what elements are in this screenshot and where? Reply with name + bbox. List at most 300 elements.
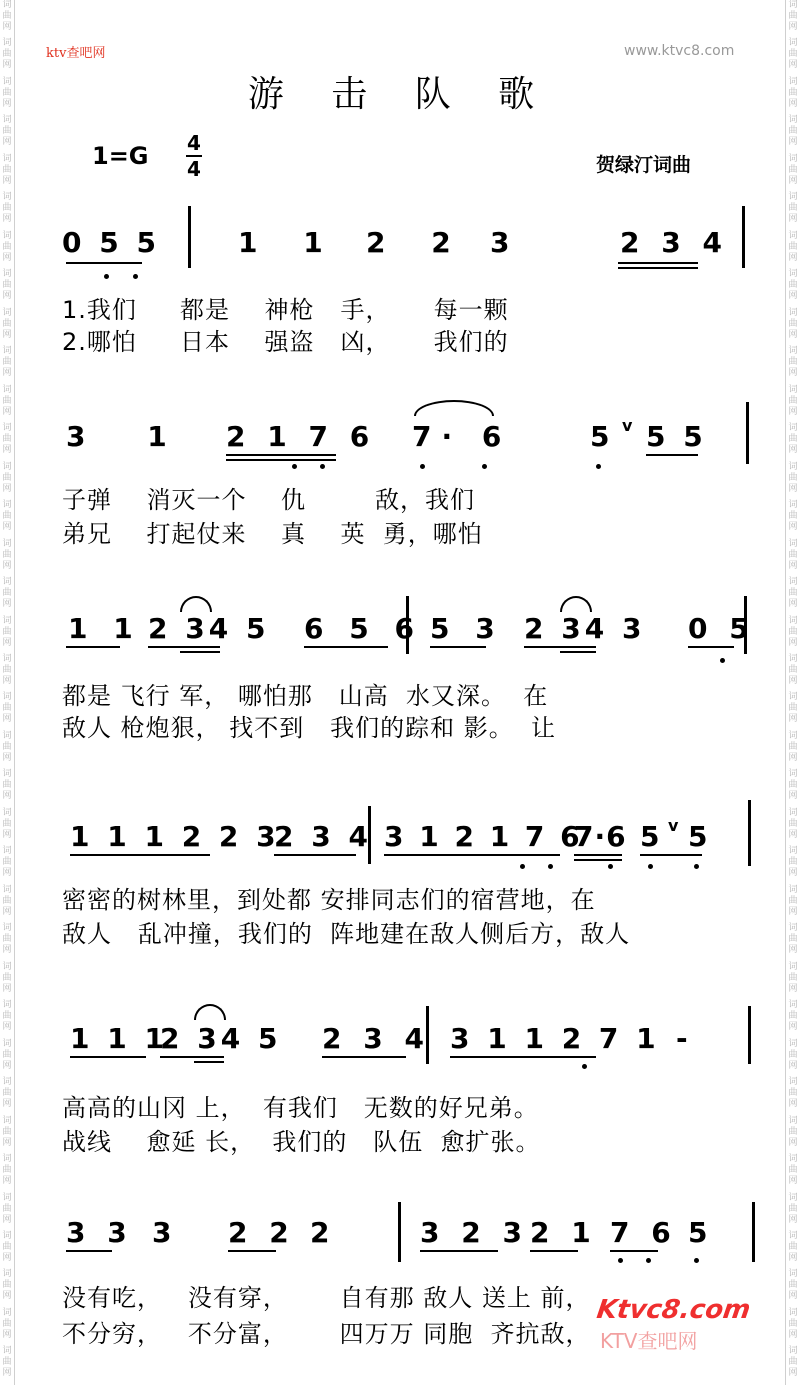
watermark-char: 词	[788, 1231, 798, 1241]
watermark-char: 网	[788, 945, 798, 956]
watermark-char: 网	[788, 1099, 798, 1110]
watermark-char: 曲	[2, 588, 12, 599]
watermark-char: 词	[2, 192, 12, 203]
watermark-char: 词	[2, 1269, 12, 1280]
watermark-char: 曲	[788, 857, 798, 868]
watermark-char: 网	[788, 1368, 798, 1379]
watermark-char: 曲	[2, 203, 12, 214]
bar-line	[746, 402, 749, 464]
watermark-char: 词	[788, 769, 798, 780]
watermark-char: 网	[788, 752, 798, 763]
watermark-char: 曲	[2, 1011, 12, 1022]
watermark-char: 网	[788, 560, 798, 571]
watermark-char: 网	[2, 829, 12, 840]
watermark-char: 词	[2, 1154, 12, 1165]
watermark-char: 曲	[2, 972, 12, 983]
underline	[228, 1250, 276, 1252]
notes-group: 5	[688, 820, 708, 853]
underline	[420, 1250, 498, 1252]
watermark-char: 词	[2, 1231, 12, 1241]
watermark-char: 曲	[2, 664, 12, 675]
watermark-char: 词	[788, 615, 798, 626]
watermark-char: 曲	[788, 1242, 798, 1252]
watermark-char: 曲	[788, 780, 798, 791]
lyrics-verse-1: 1.我们 都是 神枪 手， 每一颗	[62, 296, 509, 324]
watermark-char: 曲	[788, 1011, 798, 1022]
underline	[70, 1056, 146, 1058]
watermark-char: 词	[2, 769, 12, 780]
left-watermark-strip	[0, 0, 15, 1385]
watermark-char: 曲	[2, 511, 12, 522]
notes-group: 3 1	[66, 420, 193, 453]
watermark-char: 曲	[788, 164, 798, 175]
watermark-char: 词	[2, 115, 12, 126]
underline	[66, 646, 120, 648]
watermark-char: 网	[2, 1291, 12, 1302]
time-signature	[186, 132, 202, 180]
notes-group: 5 3	[430, 612, 503, 645]
octave-dot	[548, 864, 553, 869]
octave-dot	[104, 274, 109, 279]
watermark-char: 曲	[2, 395, 12, 406]
watermark-char: 曲	[2, 1165, 12, 1176]
notes-group: 6 5 6	[304, 612, 422, 645]
watermark-char: 词	[788, 577, 798, 588]
lyrics-verse-1: 密密的树林里，到处都 安排同志们的宿营地，在	[62, 886, 596, 914]
watermark-char: 词	[788, 846, 798, 857]
watermark-char: 网	[2, 406, 12, 417]
watermark-char: 曲	[788, 203, 798, 214]
watermark-char: 网	[788, 291, 798, 302]
watermark-char: 网	[2, 252, 12, 263]
watermark-char: 曲	[788, 1088, 798, 1099]
underline	[574, 854, 622, 856]
watermark-char: 网	[2, 368, 12, 379]
watermark-char: 网	[788, 60, 798, 71]
underline	[70, 854, 210, 856]
watermark-char: 曲	[2, 934, 12, 945]
watermark-char: 网	[788, 1291, 798, 1302]
watermark-char: 曲	[788, 626, 798, 637]
notes-group: 3	[152, 1216, 172, 1249]
notes-group: 3 1 2 1 7 6	[384, 820, 583, 853]
watermark-char: 词	[2, 384, 12, 395]
song-author: 贺绿汀词曲	[596, 154, 692, 176]
watermark-char: 曲	[2, 11, 12, 21]
underline	[226, 454, 336, 456]
octave-dot	[596, 464, 601, 469]
watermark-char: 词	[2, 1038, 12, 1049]
watermark-char: 曲	[788, 241, 798, 252]
octave-dot	[292, 464, 297, 469]
watermark-char: 网	[2, 560, 12, 571]
watermark-char: 网	[2, 214, 12, 225]
watermark-char: 词	[788, 0, 798, 10]
watermark-char: 曲	[788, 11, 798, 21]
underline	[646, 454, 698, 456]
watermark-char: 网	[2, 1099, 12, 1110]
watermark-char: 网	[788, 252, 798, 263]
lyrics-verse-2: 2.哪怕 日本 强盗 凶， 我们的	[62, 328, 509, 356]
watermark-char: 曲	[2, 357, 12, 368]
octave-dot	[648, 864, 653, 869]
notes-measure-pickup: 0 5 5	[62, 226, 160, 259]
notes-group: 3 3	[66, 1216, 133, 1249]
watermark-char: 词	[788, 923, 798, 934]
bar-line	[398, 1202, 401, 1262]
watermark-char: 词	[788, 423, 798, 434]
notes-group: 2 3 4	[620, 226, 728, 259]
watermark-char: 词	[788, 730, 798, 741]
watermark-char: 词	[788, 1000, 798, 1011]
watermark-char: 曲	[788, 357, 798, 368]
watermark-char: 曲	[2, 1242, 12, 1252]
watermark-char: 曲	[788, 703, 798, 714]
underline	[322, 1056, 406, 1058]
notes-group: 2 1	[530, 1216, 597, 1249]
watermark-char: 词	[788, 192, 798, 203]
watermark-char: 网	[2, 1329, 12, 1340]
notes-group: 2	[310, 1216, 330, 1249]
watermark-char: 曲	[788, 511, 798, 522]
breath-mark: v	[668, 816, 679, 835]
octave-dot	[420, 464, 425, 469]
watermark-char: 词	[2, 692, 12, 703]
watermark-char: 网	[2, 1137, 12, 1148]
watermark-char: 词	[788, 230, 798, 241]
octave-dot	[133, 274, 138, 279]
notes-group: 7· 6	[412, 420, 512, 453]
lyrics-verse-2: 战线 愈延 长， 我们的 队伍 愈扩张。	[62, 1128, 541, 1156]
watermark-char: 曲	[2, 318, 12, 329]
watermark-char: 曲	[2, 1049, 12, 1060]
bar-line	[752, 1202, 755, 1262]
watermark-char: 词	[2, 307, 12, 318]
watermark-char: 曲	[788, 1318, 798, 1329]
watermark-char: 词	[2, 153, 12, 164]
watermark-char: 词	[788, 1269, 798, 1280]
time-numerator: 4	[187, 131, 201, 155]
watermark-char: 曲	[788, 280, 798, 291]
watermark-char: 曲	[788, 664, 798, 675]
watermark-char: 曲	[2, 1088, 12, 1099]
key-signature: 1=G	[92, 142, 149, 170]
notes-group: 5	[590, 420, 610, 453]
lyrics-verse-2: 不分穷， 不分富， 四万万 同胞 齐抗敌，	[62, 1320, 591, 1348]
watermark-char: 曲	[2, 703, 12, 714]
notes-group: 2 3 4	[322, 1022, 430, 1055]
watermark-char: 词	[2, 1000, 12, 1011]
lyrics-verse-2: 敌人 乱冲撞，我们的 阵地建在敌人侧后方，敌人	[62, 920, 631, 948]
watermark-char: 词	[788, 1038, 798, 1049]
watermark-char: 网	[2, 1176, 12, 1187]
watermark-char: 网	[2, 906, 12, 917]
underline	[530, 1250, 578, 1252]
underline	[148, 646, 220, 648]
watermark-char: 网	[788, 406, 798, 417]
watermark-char: 曲	[2, 818, 12, 829]
watermark-char: 网	[2, 983, 12, 994]
octave-dot	[694, 1258, 699, 1263]
watermark-char: 曲	[788, 87, 798, 98]
notes-group: 2 3 4	[274, 820, 372, 853]
octave-dot	[582, 1064, 587, 1069]
watermark-char: 曲	[788, 1357, 798, 1368]
notes-group: 2 34 5	[160, 1022, 282, 1055]
watermark-char: 曲	[2, 780, 12, 791]
underline	[524, 646, 596, 648]
watermark-url: www.ktvc8.com	[624, 43, 735, 59]
watermark-char: 网	[2, 98, 12, 109]
watermark-char: 网	[788, 214, 798, 225]
watermark-char: 曲	[788, 395, 798, 406]
watermark-char: 词	[788, 538, 798, 549]
watermark-char: 词	[788, 807, 798, 818]
slur-tie	[180, 596, 212, 612]
watermark-char: 曲	[788, 934, 798, 945]
watermark-char: 网	[2, 1368, 12, 1379]
underline	[226, 459, 336, 461]
watermark-char: 网	[2, 329, 12, 340]
right-watermark-strip	[785, 0, 800, 1385]
notes-group: 5	[640, 820, 660, 853]
notes-group: 2 2	[228, 1216, 295, 1249]
watermark-char: 网	[788, 1176, 798, 1187]
lyrics-verse-1: 子弹 消灭一个 仇 敌，我们	[62, 486, 476, 514]
watermark-char: 网	[2, 637, 12, 648]
watermark-char: 网	[788, 1214, 798, 1225]
watermark-char: 网	[2, 60, 12, 71]
watermark-char: 曲	[788, 434, 798, 445]
underline	[560, 651, 596, 653]
slur-tie	[560, 596, 592, 612]
notes-group: 1 1 1 2 2 3	[70, 820, 280, 853]
watermark-char: 网	[2, 752, 12, 763]
watermark-stamp-sub: KTV查吧网	[600, 1329, 698, 1353]
watermark-char: 词	[788, 384, 798, 395]
underline	[610, 1250, 658, 1252]
notes-group: 3 1 1 2 7 1	[450, 1022, 660, 1055]
lyrics-verse-1: 都是 飞行 军， 哪怕那 山高 水又深。 在	[62, 682, 549, 710]
watermark-char: 曲	[2, 626, 12, 637]
watermark-char: 词	[788, 38, 798, 49]
watermark-char: 曲	[2, 280, 12, 291]
watermark-char: 曲	[2, 164, 12, 175]
watermark-char: 网	[788, 1022, 798, 1033]
lyrics-verse-1: 高高的山冈 上， 有我们 无数的好兄弟。	[62, 1094, 539, 1122]
watermark-char: 曲	[788, 1165, 798, 1176]
lyrics-verse-2: 弟兄 打起仗来 真 英 勇，哪怕	[62, 520, 483, 548]
underline	[304, 646, 388, 648]
song-title: 游 击 队 歌	[247, 74, 553, 115]
watermark-stamp: Ktvc8.com	[594, 1295, 753, 1325]
watermark-char: 词	[2, 76, 12, 87]
watermark-char: 曲	[788, 1280, 798, 1291]
watermark-char: 网	[788, 175, 798, 186]
watermark-char: 网	[788, 483, 798, 494]
watermark-char: 网	[788, 1253, 798, 1263]
watermark-char: 曲	[2, 49, 12, 60]
watermark-char: 词	[788, 269, 798, 280]
watermark-char: 网	[2, 714, 12, 725]
watermark-char: 网	[2, 675, 12, 686]
watermark-char: 词	[788, 76, 798, 87]
octave-dot	[618, 1258, 623, 1263]
watermark-char: 曲	[2, 741, 12, 752]
watermark-char: 网	[2, 483, 12, 494]
watermark-char: 曲	[2, 895, 12, 906]
watermark-char: 曲	[788, 972, 798, 983]
lyrics-verse-2: 敌人 枪炮狠， 找不到 我们的踪和 影。 让	[62, 714, 557, 742]
underline	[66, 262, 142, 264]
watermark-char: 网	[2, 137, 12, 148]
underline	[688, 646, 734, 648]
watermark-char: 词	[2, 0, 12, 10]
watermark-char: 词	[788, 961, 798, 972]
watermark-char: 网	[788, 791, 798, 802]
notes-group: 5 5	[646, 420, 707, 453]
watermark-char: 曲	[2, 1357, 12, 1368]
watermark-char: 网	[788, 445, 798, 456]
bar-line	[742, 206, 745, 268]
watermark-char: 曲	[788, 472, 798, 483]
watermark-char: 词	[788, 115, 798, 126]
notes-group: 2 34 5	[148, 612, 270, 645]
watermark-char: 曲	[2, 1280, 12, 1291]
watermark-char: 词	[788, 1192, 798, 1203]
watermark-char: 网	[2, 1214, 12, 1225]
octave-dot	[482, 464, 487, 469]
notes-group: 1 1 1	[70, 1022, 168, 1055]
underline	[430, 646, 486, 648]
watermark-char: 词	[788, 500, 798, 511]
notes-group: 1 1	[238, 226, 341, 259]
bar-line	[188, 206, 191, 268]
watermark-char: 曲	[788, 895, 798, 906]
watermark-char: 曲	[2, 549, 12, 560]
watermark-char: 网	[2, 1022, 12, 1033]
underline	[384, 854, 560, 856]
watermark-char: 网	[788, 868, 798, 879]
notes-group: 3 2 3	[420, 1216, 528, 1249]
watermark-char: 曲	[788, 126, 798, 137]
watermark-char: 词	[2, 1346, 12, 1357]
watermark-char: 网	[788, 1060, 798, 1071]
watermark-char: 词	[2, 961, 12, 972]
watermark-char: 词	[2, 1192, 12, 1203]
watermark-char: 网	[788, 1137, 798, 1148]
watermark-char: 网	[2, 791, 12, 802]
watermark-char: 网	[2, 1253, 12, 1263]
watermark-char: 词	[788, 1346, 798, 1357]
watermark-char: 曲	[788, 49, 798, 60]
underline	[274, 854, 356, 856]
watermark-char: 词	[2, 923, 12, 934]
notes-group: 5	[688, 1216, 708, 1249]
octave-dot	[646, 1258, 651, 1263]
watermark-char: 词	[2, 38, 12, 49]
watermark-char: 网	[788, 1329, 798, 1340]
underline	[618, 267, 698, 269]
watermark-char: 词	[788, 1154, 798, 1165]
bar-line	[748, 1006, 751, 1064]
underline	[160, 1056, 224, 1058]
watermark-char: 曲	[788, 588, 798, 599]
watermark-char: 曲	[2, 241, 12, 252]
watermark-char: 网	[788, 137, 798, 148]
notes-group: 0 5	[688, 612, 755, 645]
time-denominator: 4	[187, 157, 201, 181]
underline	[640, 854, 702, 856]
watermark-char: 网	[788, 906, 798, 917]
watermark-char: 词	[788, 307, 798, 318]
watermark-char: 词	[788, 153, 798, 164]
watermark-char: 词	[788, 692, 798, 703]
watermark-char: 曲	[2, 126, 12, 137]
breath-mark: v	[622, 416, 633, 435]
watermark-char: 网	[788, 829, 798, 840]
watermark-char: 词	[2, 461, 12, 472]
watermark-char: 词	[788, 884, 798, 895]
watermark-char: 网	[2, 868, 12, 879]
watermark-char: 曲	[788, 1049, 798, 1060]
watermark-char: 曲	[788, 1126, 798, 1137]
watermark-char: 曲	[2, 857, 12, 868]
watermark-char: 曲	[2, 1203, 12, 1214]
underline	[194, 1061, 224, 1063]
slur-tie	[414, 400, 494, 416]
notes-group: 2 1 7 6	[226, 420, 376, 453]
octave-dot	[720, 658, 725, 663]
watermark-char: 网	[2, 175, 12, 186]
watermark-char: 词	[788, 653, 798, 664]
underline	[618, 262, 698, 264]
watermark-char: 网	[2, 522, 12, 533]
watermark-char: 曲	[2, 1126, 12, 1137]
watermark-char: 曲	[2, 434, 12, 445]
watermark-char: 词	[2, 500, 12, 511]
watermark-char: 词	[2, 423, 12, 434]
watermark-char: 网	[2, 22, 12, 32]
watermark-char: 词	[2, 846, 12, 857]
watermark-char: 曲	[788, 549, 798, 560]
watermark-char: 词	[788, 461, 798, 472]
watermark-char: 词	[2, 653, 12, 664]
underline	[574, 859, 622, 861]
watermark-char: 网	[788, 983, 798, 994]
watermark-char: 词	[2, 346, 12, 357]
watermark-char: 网	[2, 599, 12, 610]
watermark-site-name: ktv查吧网	[46, 46, 106, 61]
octave-dot	[608, 864, 613, 869]
watermark-char: 网	[788, 329, 798, 340]
watermark-char: 网	[2, 1060, 12, 1071]
lyrics-verse-1: 没有吃， 没有穿， 自有那 敌人 送上 前，	[62, 1284, 591, 1312]
underline	[66, 1250, 112, 1252]
watermark-char: 网	[788, 368, 798, 379]
watermark-char: 网	[788, 522, 798, 533]
watermark-char: 词	[2, 730, 12, 741]
watermark-char: 网	[2, 445, 12, 456]
slur-tie	[194, 1004, 226, 1020]
watermark-char: 词	[2, 1115, 12, 1126]
bar-line	[748, 800, 751, 866]
watermark-char: 词	[788, 1115, 798, 1126]
underline	[180, 651, 220, 653]
watermark-char: 网	[788, 714, 798, 725]
watermark-char: 曲	[788, 741, 798, 752]
notes-group: 1 1	[68, 612, 141, 645]
